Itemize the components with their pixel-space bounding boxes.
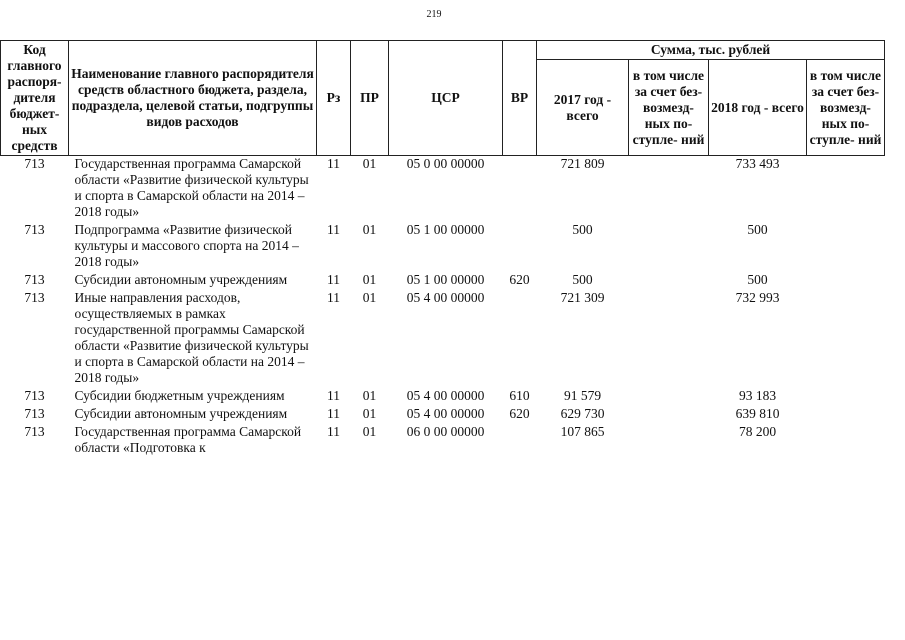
row-vr: 620: [509, 406, 530, 421]
row-code: 713: [24, 388, 45, 403]
row-sum-2017: 721 309: [560, 290, 605, 305]
row-name: Субсидии автономным учреждениям: [74, 272, 288, 287]
row-vr: [503, 222, 537, 272]
row-rz: 11: [327, 424, 340, 439]
row-name: Подпрограмма «Развитие физической культуры и массового спорта на 2014 – 2018 годы»: [74, 222, 299, 269]
row-rz: 11: [327, 156, 340, 171]
row-name: Государственная программа Самарской области «Развитие физической культуры и спорта в Самарской области на 2014 – 2018 годы»: [74, 156, 309, 219]
row-csr: 05 1 00 00000: [406, 222, 485, 237]
row-code: 713: [24, 406, 45, 421]
row-vr: 610: [509, 388, 530, 403]
row-sum-2017: 91 579: [563, 388, 602, 403]
row-csr: 05 4 00 00000: [406, 290, 485, 305]
row-name: Субсидии автономным учреждениям: [74, 406, 288, 421]
header-name: Наименование главного распорядителя средств областного бюджета, раздела, подраздела, целевой статьи, подгруппы видов расходов: [69, 41, 317, 156]
row-free-2018: [807, 388, 885, 406]
row-vr: 620: [509, 272, 530, 287]
row-pr: 01: [362, 290, 377, 305]
row-code: 713: [24, 272, 45, 287]
budget-table: [0, 40, 885, 458]
header-sum: Сумма, тыс. рублей: [537, 41, 885, 60]
row-sum-2018: 733 493: [735, 156, 780, 171]
row-sum-2018: 93 183: [738, 388, 777, 403]
row-free-2018: [807, 290, 885, 388]
row-free-2017: [629, 424, 709, 458]
row-free-2017: [629, 222, 709, 272]
table-row: [1, 272, 885, 290]
row-sum-2018: 732 993: [735, 290, 780, 305]
row-free-2018: [807, 406, 885, 424]
row-free-2018: [807, 156, 885, 223]
header-csr: ЦСР: [389, 41, 503, 156]
row-name: Государственная программа Самарской области «Подготовка к: [74, 424, 302, 455]
row-sum-2017: 629 730: [560, 406, 605, 421]
row-sum-2018: 639 810: [735, 406, 780, 421]
header-2018-total: 2018 год - всего: [709, 60, 807, 156]
row-code: 713: [24, 156, 45, 171]
row-free-2017: [629, 290, 709, 388]
row-sum-2018: 78 200: [738, 424, 777, 439]
row-code: 713: [24, 290, 45, 305]
row-sum-2017: 721 809: [560, 156, 605, 171]
row-vr: [503, 156, 537, 223]
row-rz: 11: [327, 290, 340, 305]
row-free-2018: [807, 222, 885, 272]
row-rz: 11: [327, 272, 340, 287]
header-vr: ВР: [503, 41, 537, 156]
table-row: [1, 388, 885, 406]
header-code: Код главного распоря- дителя бюджет- ных средств: [1, 41, 69, 156]
row-pr: 01: [362, 406, 377, 421]
row-free-2018: [807, 272, 885, 290]
header-2017-free: в том числе за счет без- возмезд- ных по- ступле- ний: [629, 60, 709, 156]
row-sum-2017: 107 865: [560, 424, 605, 439]
row-csr: 05 1 00 00000: [406, 272, 485, 287]
row-sum-2018: 500: [747, 222, 768, 237]
row-free-2017: [629, 406, 709, 424]
row-pr: 01: [362, 424, 377, 439]
row-rz: 11: [327, 222, 340, 237]
row-sum-2017: 500: [572, 222, 593, 237]
row-csr: 05 4 00 00000: [406, 406, 485, 421]
table-row: [1, 290, 885, 388]
row-pr: 01: [362, 156, 377, 171]
header-pr: ПР: [351, 41, 389, 156]
header-rz: Рз: [317, 41, 351, 156]
row-sum-2017: 500: [572, 272, 593, 287]
row-name: Иные направления расходов, осуществляемых в рамках государственной программы Самарской области «Развитие физической культуры и спорта в Самарской области на 2014 – 2018 годы»: [74, 290, 309, 385]
row-pr: 01: [362, 388, 377, 403]
header-2018-free: в том числе за счет без- возмезд- ных по- ступле- ний: [807, 60, 885, 156]
table-row: [1, 222, 885, 272]
row-csr: 05 0 00 00000: [406, 156, 485, 171]
header-2017-total: 2017 год - всего: [537, 60, 629, 156]
row-csr: 05 4 00 00000: [406, 388, 485, 403]
page-number: 219: [426, 9, 442, 20]
row-name: Субсидии бюджетным учреждениям: [74, 388, 285, 403]
row-rz: 11: [327, 388, 340, 403]
row-sum-2018: 500: [747, 272, 768, 287]
table-row: [1, 406, 885, 424]
row-free-2017: [629, 156, 709, 223]
row-rz: 11: [327, 406, 340, 421]
row-vr: [503, 290, 537, 388]
row-free-2017: [629, 388, 709, 406]
row-vr: [503, 424, 537, 458]
table-row: [1, 424, 885, 458]
row-code: 713: [24, 424, 45, 439]
row-csr: 06 0 00 00000: [406, 424, 485, 439]
row-pr: 01: [362, 272, 377, 287]
table-row: [1, 156, 885, 223]
row-pr: 01: [362, 222, 377, 237]
row-code: 713: [24, 222, 45, 237]
row-free-2018: [807, 424, 885, 458]
table-body: [1, 156, 885, 459]
row-free-2017: [629, 272, 709, 290]
